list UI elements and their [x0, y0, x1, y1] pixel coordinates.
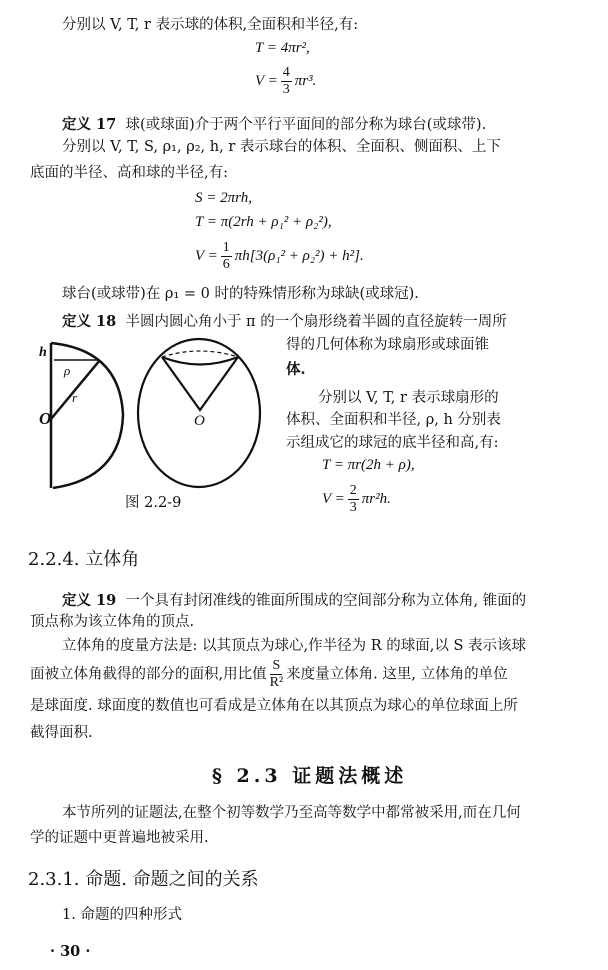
text-line: 分别以 V, T, r 表示球的体积,全面积和半径,有: — [62, 17, 359, 33]
text-line — [30, 658, 508, 691]
denominator: 3 — [349, 500, 357, 515]
text-line: 得的几何体称为球扇形或球面锥 — [286, 337, 489, 353]
text-line: 是球面度. 球面度的数值也可看成是立体角在以其顶点为球心的单位球面上所 — [30, 698, 518, 714]
text-line: 1. 命题的四种形式 — [62, 907, 182, 923]
section-heading-2-2-4: 2.2.4. 立体角 — [28, 549, 140, 570]
label-o-right: O — [194, 413, 205, 429]
cap-base-front — [162, 357, 238, 365]
formula: S = 2πrh, — [195, 190, 252, 206]
numerator: 1 — [222, 240, 230, 255]
text: 来度量立体角. 这里, 立体角的单位 — [286, 666, 508, 683]
definition-text: 一个具有封闭准线的锥面所围成的空间部分称为立体角, 锥面的 — [125, 593, 527, 609]
label-rho: ρ — [64, 363, 71, 378]
text-line: 本节所列的证题法,在整个初等数学乃至高等数学中都常被采用,而在几何 — [62, 805, 521, 821]
text: 面被立体角截得的部分的面积,用比值 — [30, 666, 267, 683]
label-h: h — [39, 345, 47, 360]
lhs: V = — [255, 72, 278, 89]
denominator: R² — [269, 675, 284, 690]
text-line: 体积、全面积和半径, ρ, h 分别表 — [286, 412, 501, 428]
text-line: 示组成它的球冠的底半径和高,有: — [286, 435, 499, 451]
definition-label: 定义 18 — [62, 313, 117, 330]
definition-text: 球(或球面)介于两个平行平面间的部分称为球台(或球带). — [125, 117, 487, 133]
numerator: S — [272, 658, 281, 673]
spherical-sector-half-diagram — [51, 343, 123, 488]
text-line: 分别以 V, T, S, ρ₁, ρ₂, h, r 表示球台的体积、全面积、侧面积、上下 — [62, 139, 501, 155]
lhs: V = — [322, 490, 345, 507]
semicircle-arc — [51, 343, 123, 488]
text-line: 底面的半径、高和球的半径,有: — [30, 165, 228, 181]
page-number: · 30 · — [50, 943, 91, 960]
definition-label: 定义 19 — [62, 592, 117, 609]
label-r: r — [72, 390, 78, 405]
lhs: V = — [195, 247, 218, 264]
label-o-left: O — [39, 409, 52, 428]
definition-text: 半圆内圆心角小于 π 的一个扇形绕着半圆的直径旋转一周所 — [125, 314, 507, 330]
text-line: 学的证题中更普遍地被采用. — [30, 830, 209, 846]
figure-caption: 图 2.2-9 — [125, 495, 182, 511]
rhs: πh[3(ρ₁² + ρ₂²) + h²]. — [234, 247, 364, 264]
section-heading-2-3-1: 2.3.1. 命题. 命题之间的关系 — [28, 869, 259, 890]
formula: T = πr(2h + ρ), — [322, 457, 415, 473]
numerator: 4 — [282, 65, 290, 80]
text-line: 体. — [286, 361, 306, 378]
definition-19 — [62, 592, 526, 610]
denominator: 3 — [282, 82, 290, 97]
section-heading-2-3: § 2.3 证题法概述 — [212, 765, 408, 787]
formula: T = π(2rh + ρ₁² + ρ₂²), — [195, 214, 332, 230]
formula-sphere-area: T = 4πr², — [255, 40, 310, 56]
definition-label: 定义 17 — [62, 116, 117, 133]
rhs: πr³. — [294, 72, 317, 89]
rhs: πr²h. — [361, 490, 391, 507]
text-line: 球台(或球带)在 ρ₁ = 0 时的特殊情形称为球缺(或球冠). — [62, 286, 419, 302]
text-line: 截得面积. — [30, 725, 93, 741]
denominator: 6 — [222, 257, 230, 272]
numerator: 2 — [349, 483, 357, 498]
text-line: 立体角的度量方法是: 以其顶点为球心,作半径为 R 的球面,以 S 表示该球 — [62, 638, 526, 654]
text-line: 分别以 V, T, r 表示球扇形的 — [318, 390, 499, 406]
fraction-s-over-r2 — [270, 658, 284, 691]
cap-base-back — [162, 351, 238, 357]
text-line: 顶点称为该立体角的顶点. — [30, 614, 195, 630]
